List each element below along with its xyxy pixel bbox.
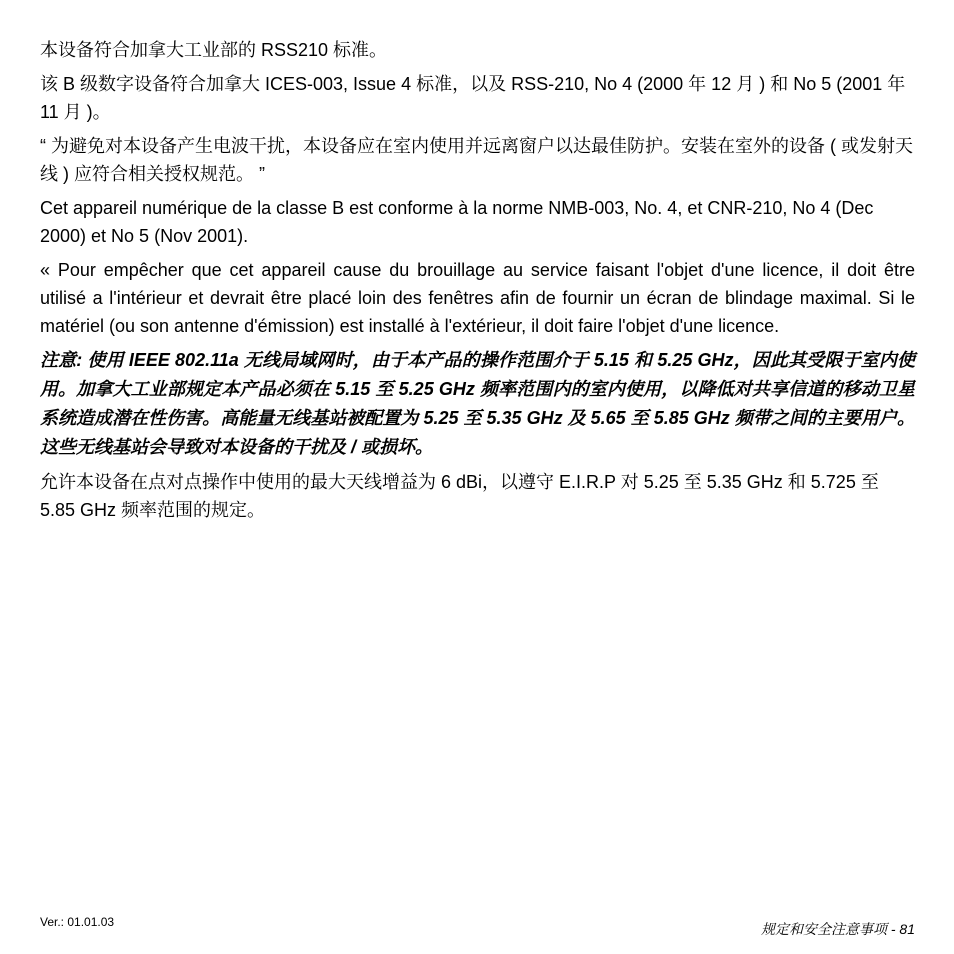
- paragraph-interference-quote-fr: « Pour empêcher que cet appareil cause du brouillage au service faisant l'objet d'une licence, il doit être utilisé a l'intérieur et devrait être placé loin des fenêtres afin de fournir un écran de blindage maximal. Si le matériel (ou son antenne d'émission) est installé à l'extérieur, il doit faire l'objet d'une licence.: [40, 260, 915, 336]
- paragraph-nmb003-fr: Cet appareil numérique de la classe B est conforme à la norme NMB-003, No. 4, et CNR-210, No 4 (Dec 2000) et No 5 (Nov 2001).: [40, 198, 874, 246]
- paragraph-ices003: 该 B 级数字设备符合加拿大 ICES-003, Issue 4 标准，以及 RSS-210, No 4 (2000 年 12 月 ) 和 No 5 (2001 年 11 月 )。: [40, 74, 906, 122]
- paragraph-interference-quote-zh: “ 为避免对本设备产生电波干扰，本设备应在室内使用并远离窗户以达最佳防护。安装在室外的设备 ( 或发射天线 ) 应符合相关授权规范。 ”: [40, 136, 913, 184]
- paragraph-antenna-gain: 允许本设备在点对点操作中使用的最大天线增益为 6 dBi，以遵守 E.I.R.P 对 5.25 至 5.35 GHz 和 5.725 至 5.85 GHz 频率范围的规定。: [40, 472, 879, 520]
- paragraph-rss210: 本设备符合加拿大工业部的 RSS210 标准。: [40, 40, 388, 60]
- paragraph-caution-5ghz: 注意: 使用 IEEE 802.11a 无线局域网时，由于本产品的操作范围介于 5.15 和 5.25 GHz，因此其受限于室内使用。加拿大工业部规定本产品必须在 5.15 至 5.25 GHz 频率范围内的室内使用，以降低对共享信道的移动卫星系统造成潜在性伤害。高能量无线基站被配置为 5.25 至 5.35 GHz 及 5.65 至 5.85 GHz 频带之间的主要用户。这些无线基站会导致对本设备的干扰及 / 或损坏。: [40, 350, 915, 457]
- footer-version: Ver.: 01.01.03: [40, 915, 115, 929]
- document-body: [40, 36, 915, 530]
- footer-page-number: 规定和安全注意事项 - 81: [760, 921, 915, 937]
